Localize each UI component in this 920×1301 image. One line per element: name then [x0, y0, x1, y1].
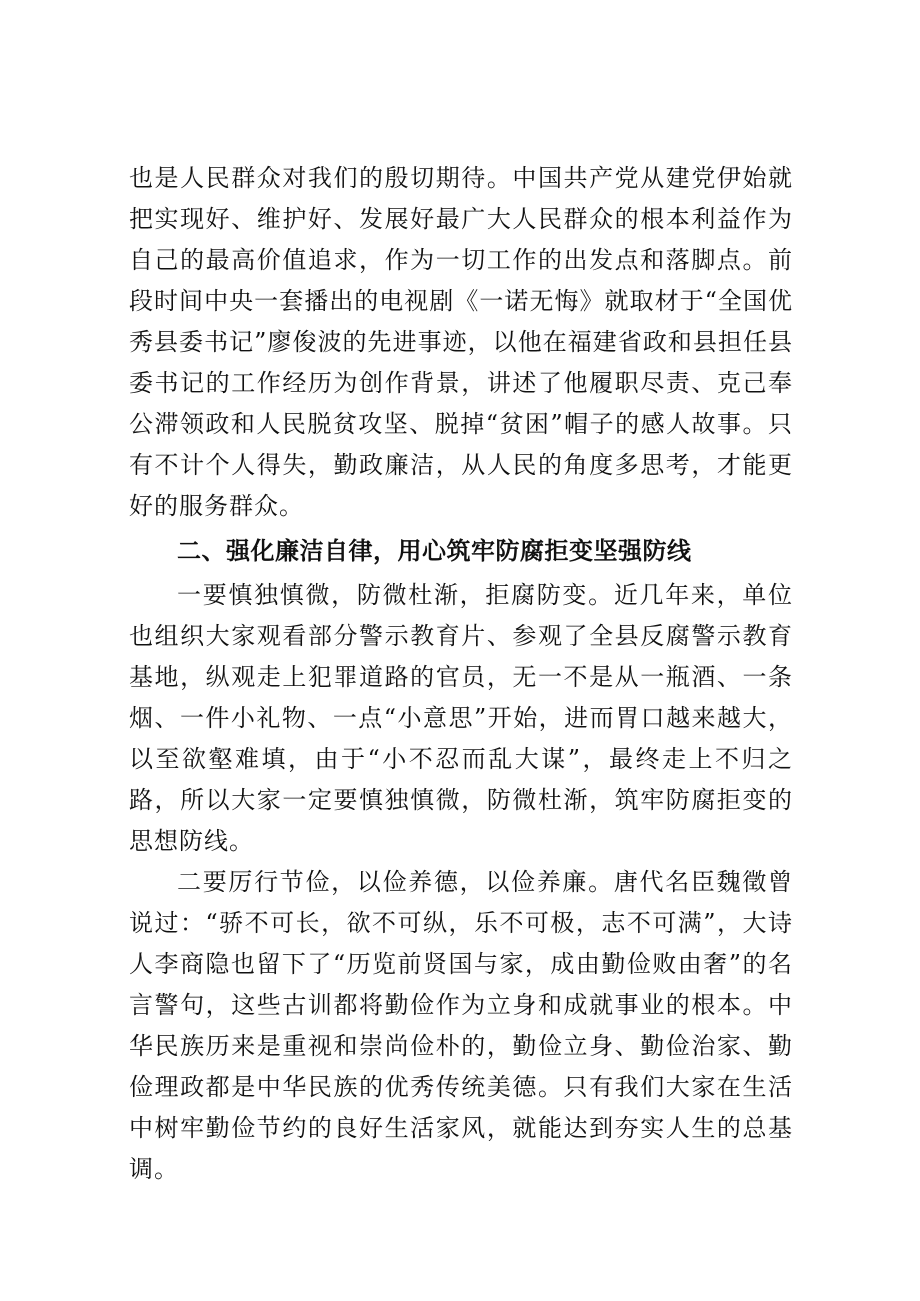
paragraph-point-two: 二要厉行节俭，以俭养德，以俭养廉。唐代名臣魏徵曾说过：“骄不可长，欲不可纵，乐不可极，志不可满”，大诗人李商隐也留下了“历览前贤国与家，成由勤俭败由奢”的名言警句，这些古训都将勤俭作为立身和成就事业的根本。中华民族历来是重视和崇尚俭朴的，勤俭立身、勤俭治家、勤俭理政都是中华民族的优秀传统美德。只有我们大家在生活中树牢勤俭节约的良好生活家风，就能达到夯实人生的总基调。 [129, 868, 793, 1183]
document-body [129, 158, 793, 1190]
section-heading: 二、强化廉洁自律，用心筑牢防腐拒变坚强防线 [177, 537, 692, 565]
paragraph-point-one: 一要慎独慎微，防微杜渐，拒腐防变。近几年来，单位也组织大家观看部分警示教育片、参观了全县反腐警示教育基地，纵观走上犯罪道路的官员，无一不是从一瓶酒、一条烟、一件小礼物、一点“小意思”开始，进而胃口越来越大，以至欲壑难填，由于“小不忍而乱大谋”，最终走上不归之路，所以大家一定要慎独慎微，防微杜渐，筑牢防腐拒变的思想防线。 [129, 581, 793, 855]
paragraph-continued: 也是人民群众对我们的殷切期待。中国共产党从建党伊始就把实现好、维护好、发展好最广大人民群众的根本利益作为自己的最高价值追求，作为一切工作的出发点和落脚点。前段时间中央一套播出的电视剧《一诺无悔》就取材于“全国优秀县委书记”廖俊波的先进事迹，以他在福建省政和县担任县委书记的工作经历为创作背景，讲述了他履职尽责、克己奉公滞领政和人民脱贫攻坚、脱掉“贫困”帽子的感人故事。只有不计个人得失，勤政廉洁，从人民的角度多思考，才能更好的服务群众。 [129, 164, 793, 520]
